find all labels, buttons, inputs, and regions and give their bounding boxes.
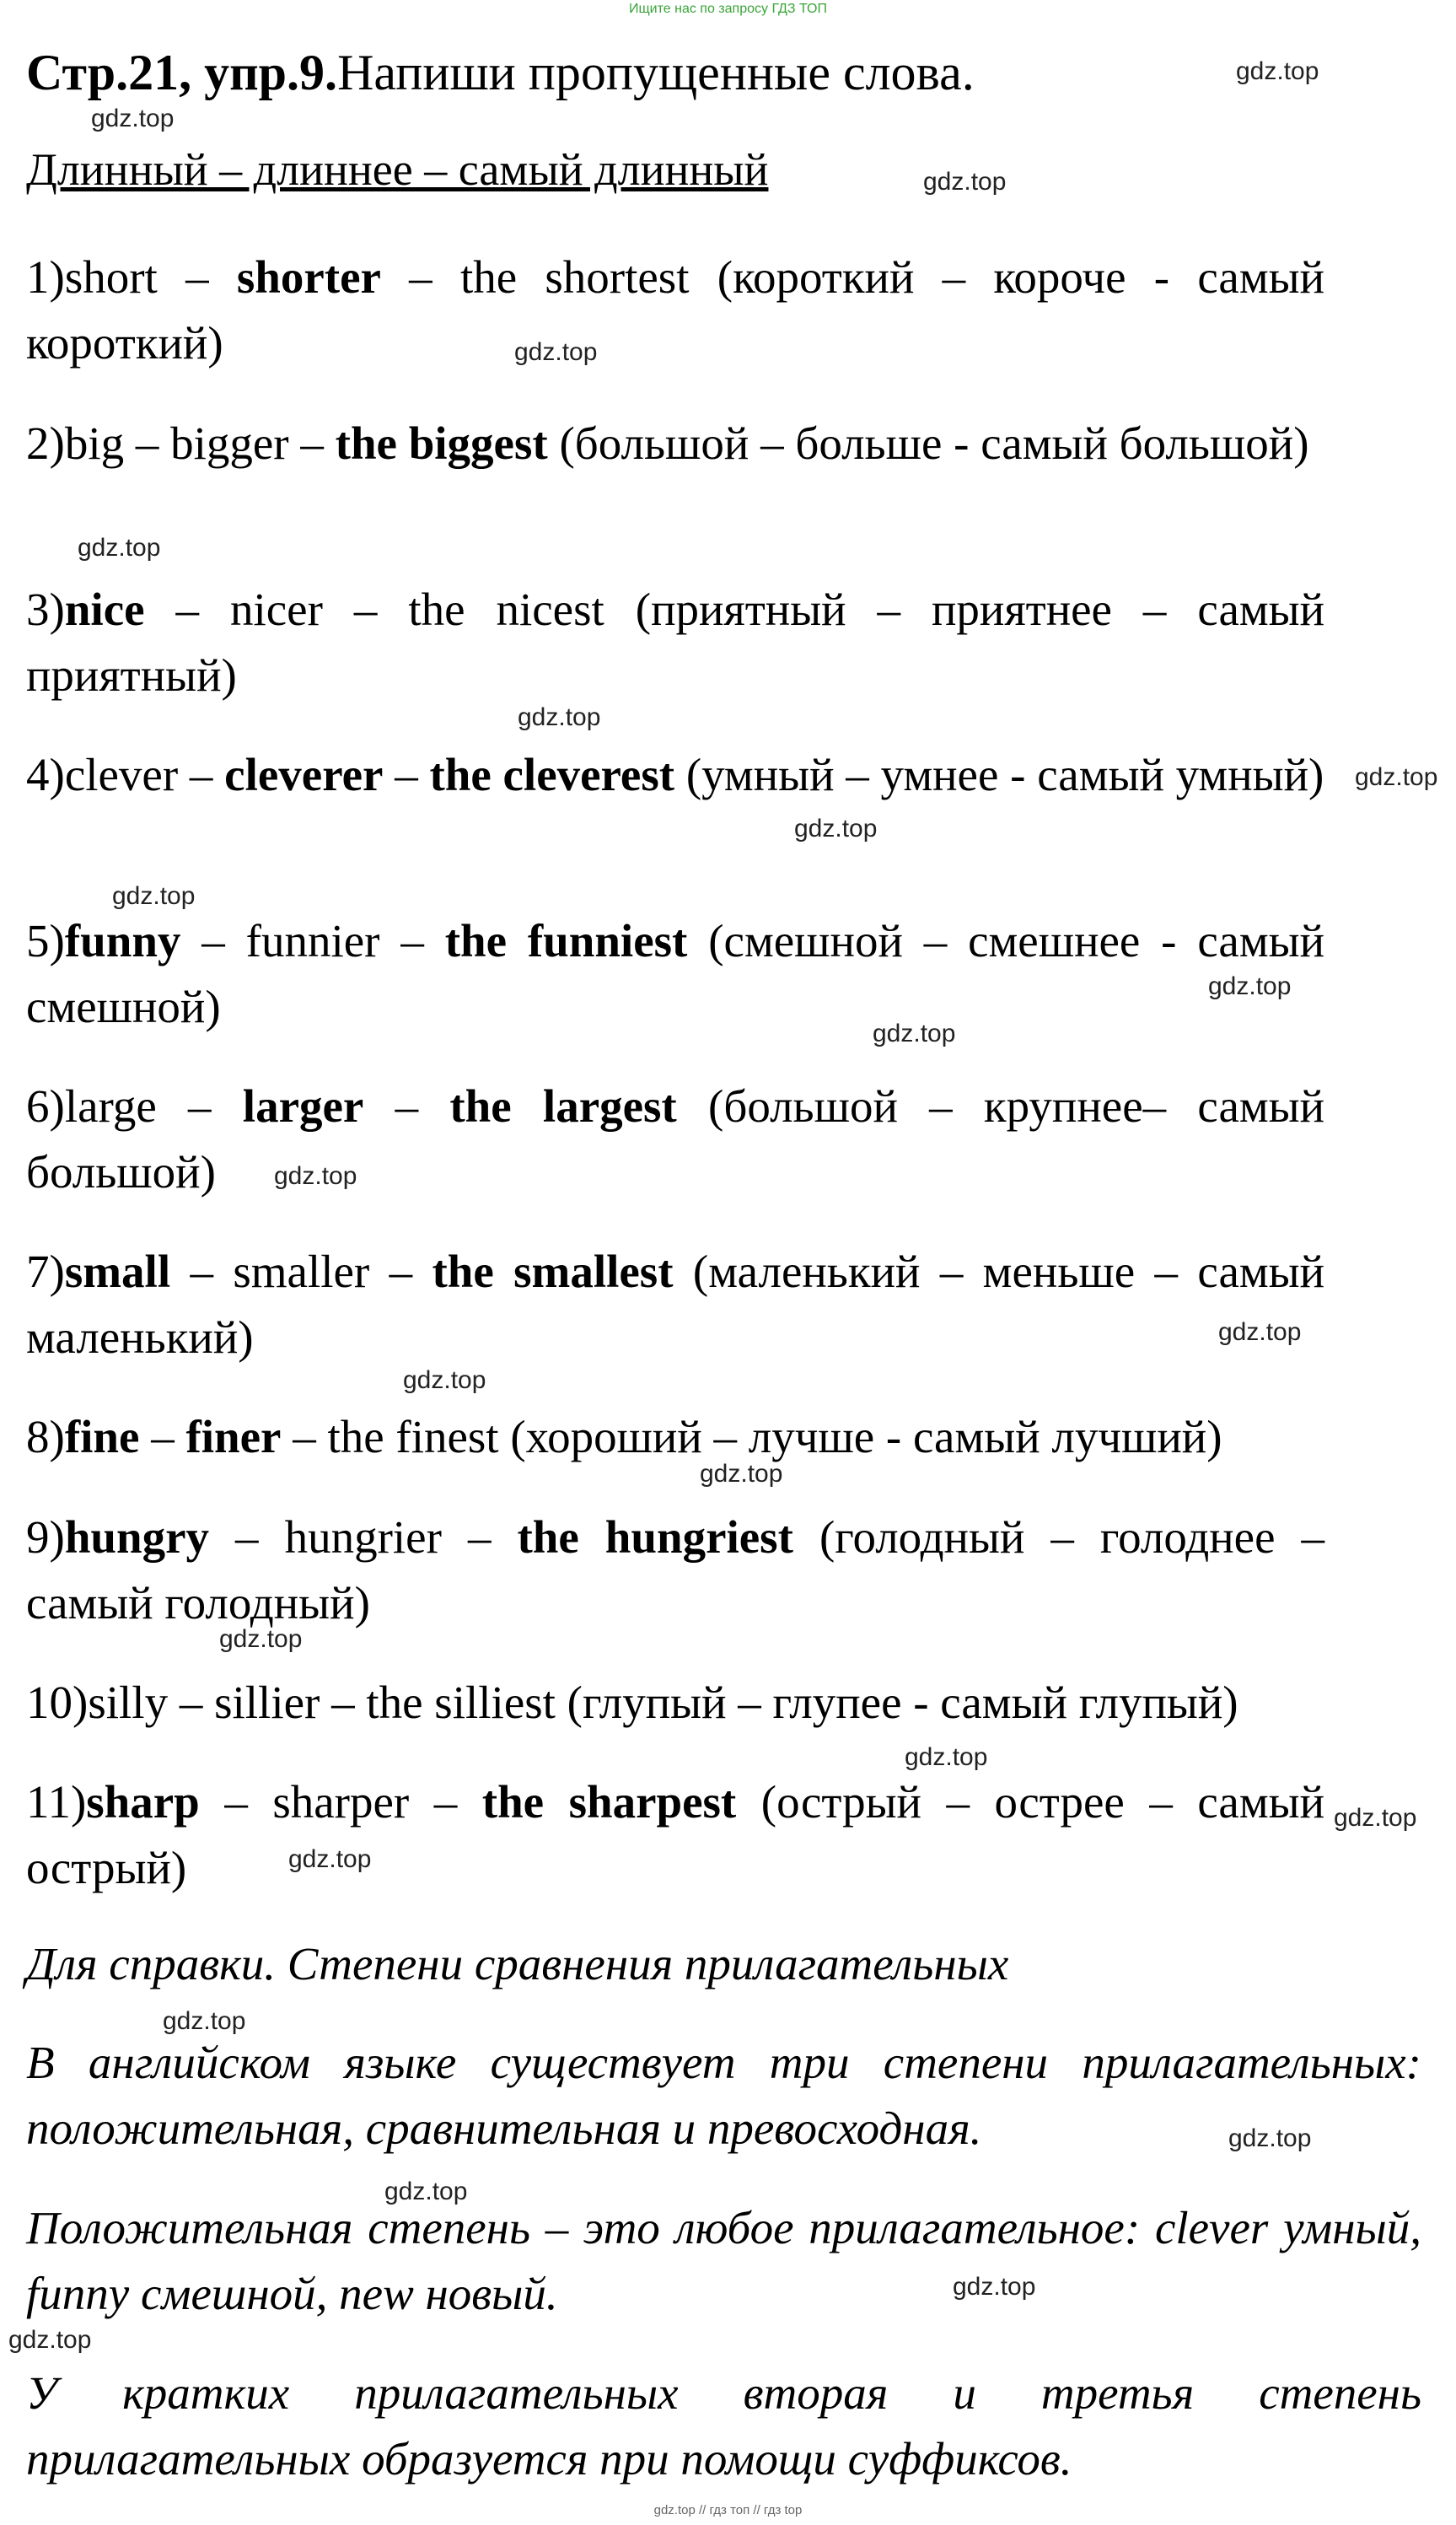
reference-paragraph-1: В английском языке существует три степени прилагательных: положительная, сравнительная и превосходная.	[26, 2037, 1421, 2154]
watermark: gdz.top	[384, 2178, 468, 2205]
watermark: gdz.top	[1334, 1804, 1417, 1832]
watermark: gdz.top	[1218, 1318, 1302, 1346]
exercise-item-11: 11)sharp – sharper – the sharpest (острый – острее – самый острый)	[26, 1776, 1325, 1893]
example-line: Длинный – длиннее – самый длинный	[26, 144, 769, 195]
watermark: gdz.top	[1355, 763, 1438, 791]
exercise-item-10: 10)silly – sillier – the silliest (глупый – глупее - самый глупый)	[26, 1677, 1238, 1728]
reference-paragraph-3: У кратких прилагательных вторая и третья степень прилагательных образуется при помощи суффиксов.	[26, 2367, 1421, 2485]
exercise-item-4: 4)clever – cleverer – the cleverest (умный – умнее - самый умный)	[26, 749, 1324, 800]
watermark: gdz.top	[905, 1743, 988, 1771]
reference-paragraph-2: Положительная степень – это любое прилагательное: clever умный, funny смешной, new новый.	[26, 2202, 1421, 2319]
exercise-item-6: 6)large – larger – the largest (большой – крупнее– самый большой)	[26, 1080, 1325, 1198]
exercise-item-5: 5)funny – funnier – the funniest (смешной – смешнее - самый смешной)	[26, 915, 1325, 1032]
top-banner: Ищите нас по запросу ГДЗ ТОП	[629, 2, 827, 16]
exercise-item-8: 8)fine – finer – the finest (хороший – лучше - самый лучший)	[26, 1411, 1222, 1462]
exercise-ref: Стр.21, упр.9.	[26, 45, 338, 100]
watermark: gdz.top	[112, 882, 196, 910]
footer-text: gdz.top // гдз топ // гдз top	[653, 2503, 803, 2517]
watermark: gdz.top	[8, 2326, 92, 2354]
watermark: gdz.top	[91, 105, 175, 132]
watermark: gdz.top	[274, 1162, 357, 1190]
exercise-item-7: 7)small – smaller – the smallest (маленький – меньше – самый маленький)	[26, 1246, 1325, 1363]
page-title	[26, 44, 975, 102]
watermark: gdz.top	[518, 703, 601, 731]
watermark: gdz.top	[78, 534, 161, 562]
watermark: gdz.top	[953, 2273, 1036, 2301]
watermark: gdz.top	[403, 1366, 486, 1394]
reference-heading: Для справки. Степени сравнения прилагательных	[26, 1938, 1009, 1989]
watermark: gdz.top	[219, 1625, 303, 1653]
exercise-item-2: 2)big – bigger – the biggest (большой – больше - самый большой)	[26, 417, 1309, 469]
exercise-instruction: Напиши пропущенные слова.	[337, 45, 975, 100]
exercise-item-1: 1)short – shorter – the shortest (короткий – короче - самый короткий)	[26, 251, 1325, 369]
watermark: gdz.top	[1236, 57, 1319, 85]
watermark: gdz.top	[514, 338, 598, 366]
exercise-item-9: 9)hungry – hungrier – the hungriest (голодный – голоднее – самый голодный)	[26, 1511, 1325, 1629]
watermark: gdz.top	[163, 2007, 246, 2035]
watermark: gdz.top	[1208, 972, 1292, 1000]
watermark: gdz.top	[700, 1460, 783, 1488]
watermark: gdz.top	[923, 168, 1007, 196]
watermark: gdz.top	[794, 815, 878, 843]
watermark: gdz.top	[873, 1020, 956, 1047]
exercise-item-3: 3)nice – nicer – the nicest (приятный – приятнее – самый приятный)	[26, 584, 1325, 701]
watermark: gdz.top	[1228, 2124, 1312, 2152]
watermark: gdz.top	[288, 1845, 372, 1873]
